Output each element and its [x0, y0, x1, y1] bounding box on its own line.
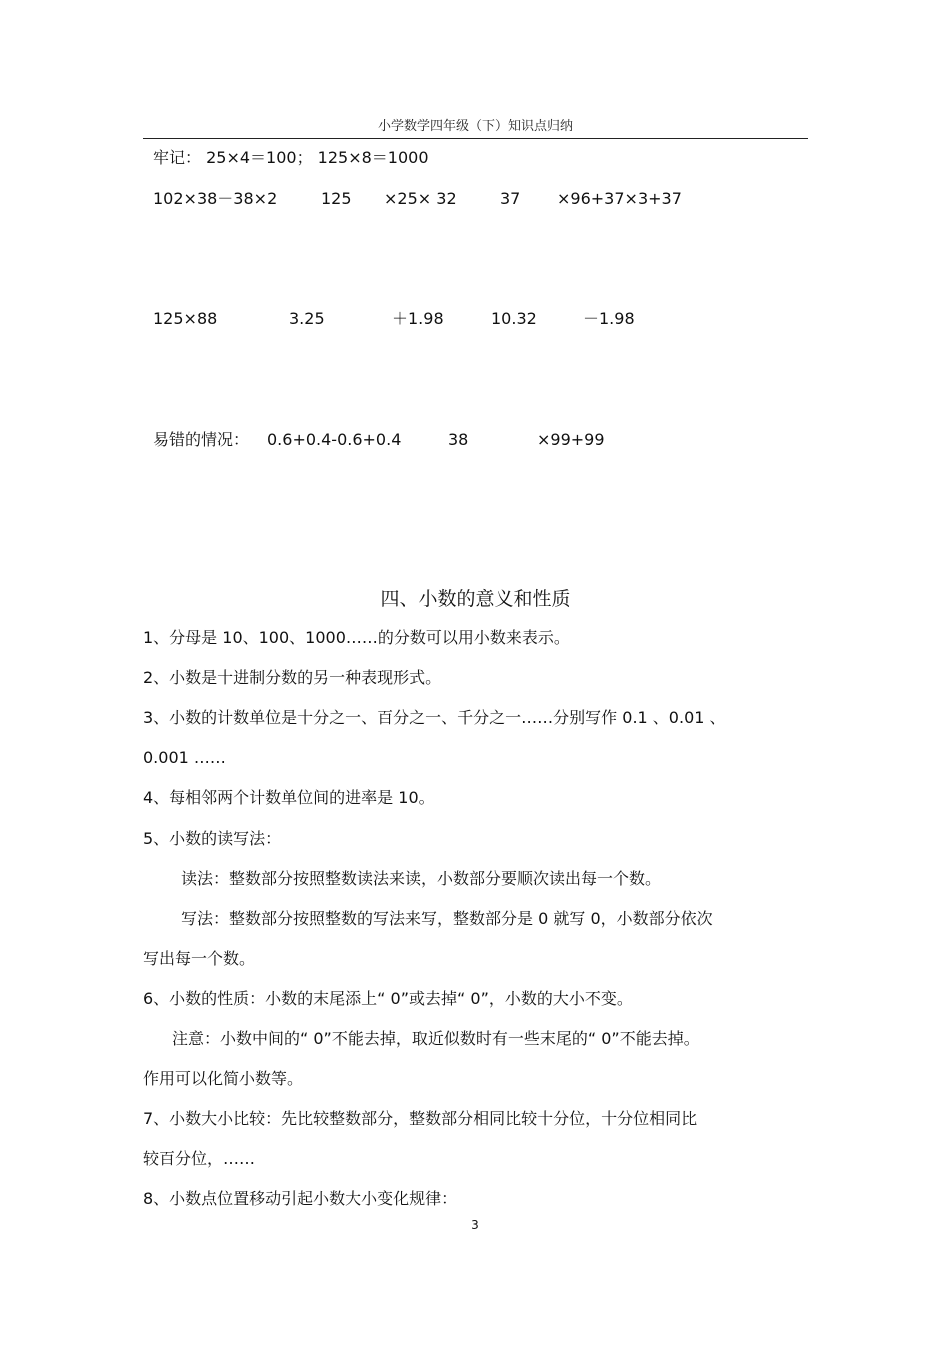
exercise-3b: 38: [448, 430, 469, 449]
item-8: 8、小数点位置移动引起小数大小变化规律：: [143, 1189, 458, 1208]
exercise-1c: ×25× 32: [384, 189, 457, 208]
item-5-write-cont: 写出每一个数。: [143, 949, 256, 968]
exercise-1a: 102×38－38×2: [153, 189, 278, 208]
memorize-line: 牢记： 25×4＝100； 125×8＝1000: [153, 148, 429, 167]
item-6-note-cont: 作用可以化简小数等。: [143, 1069, 304, 1088]
page-header: 小学数学四年级（下）知识点归纳: [377, 119, 573, 134]
item-6-note: 注意：小数中间的“ 0”不能去掉，取近似数时有一些末尾的“ 0”不能去掉。: [172, 1029, 700, 1048]
item-6: 6、小数的性质：小数的末尾添上“ 0”或去掉“ 0”，小数的大小不变。: [143, 989, 633, 1008]
exercise-3-label: 易错的情况：: [153, 430, 250, 449]
item-7-cont: 较百分位，……: [143, 1149, 256, 1168]
exercise-1b: 125: [321, 189, 352, 208]
exercise-2b: 3.25: [289, 309, 325, 328]
item-1: 1、分母是 10、100、1000……的分数可以用小数来表示。: [143, 628, 570, 647]
item-7: 7、小数大小比较：先比较整数部分，整数部分相同比较十分位，十分位相同比: [143, 1109, 698, 1128]
exercise-3c: ×99+99: [537, 430, 605, 449]
page-number: 3: [471, 1218, 479, 1232]
exercise-1e: ×96+37×3+37: [557, 189, 682, 208]
exercise-2d: 10.32: [491, 309, 537, 328]
item-5: 5、小数的读写法：: [143, 829, 282, 848]
exercise-3a: 0.6+0.4-0.6+0.4: [267, 430, 402, 449]
item-5-read: 读法：整数部分按照整数读法来读，小数部分要顺次读出每一个数。: [181, 869, 662, 888]
exercise-1d: 37: [500, 189, 521, 208]
item-2: 2、小数是十进制分数的另一种表现形式。: [143, 668, 442, 687]
header-divider: [143, 138, 808, 139]
item-4: 4、每相邻两个计数单位间的进率是 10。: [143, 788, 435, 807]
item-5-write: 写法：整数部分按照整数的写法来写，整数部分是 0 就写 0，小数部分依次: [181, 909, 713, 928]
exercise-2a: 125×88: [153, 309, 218, 328]
exercise-2c: ＋1.98: [392, 309, 444, 328]
item-3: 3、小数的计数单位是十分之一、百分之一、千分之一……分别写作 0.1 、0.01 、: [143, 708, 726, 727]
exercise-2e: －1.98: [583, 309, 635, 328]
section-title: 四、小数的意义和性质: [380, 588, 571, 610]
item-3-cont: 0.001 ……: [143, 748, 226, 767]
